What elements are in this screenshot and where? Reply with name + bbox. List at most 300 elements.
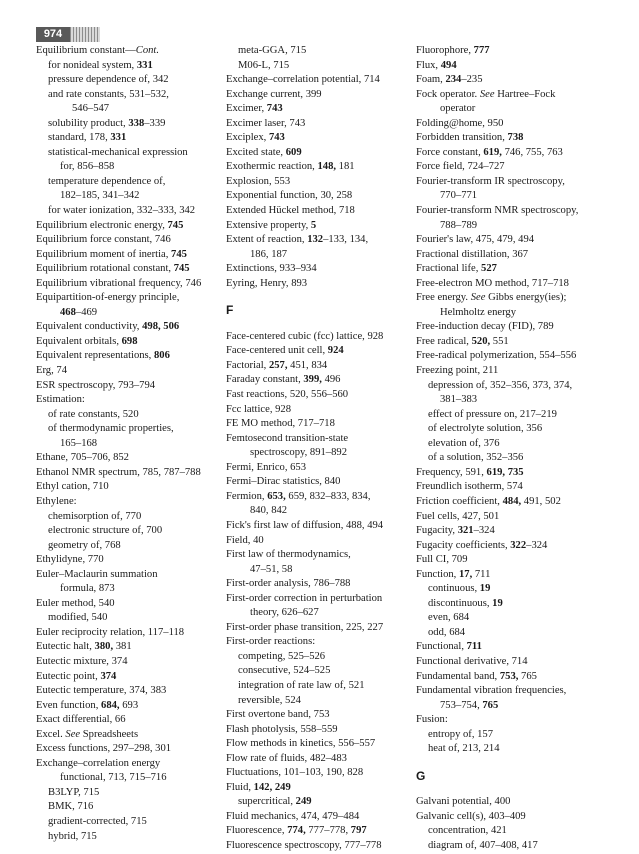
index-entry <box>36 320 236 335</box>
index-entry <box>416 44 626 59</box>
index-entry <box>416 437 626 452</box>
index-entry <box>226 262 416 277</box>
index-entry <box>36 655 236 670</box>
index-entry <box>416 626 626 641</box>
index-entry <box>36 728 236 743</box>
index-entry <box>226 248 416 263</box>
index-entry <box>36 335 236 350</box>
bold-page-ref: 711 <box>466 641 482 653</box>
entry-text: Frequency, 591, <box>416 466 487 478</box>
entry-text: Free-electron MO method, 717–718 <box>416 277 569 289</box>
bold-page-ref: 468 <box>60 306 76 318</box>
entry-text: Function, <box>416 568 459 580</box>
bold-page-ref: 19 <box>479 583 491 595</box>
index-entry <box>226 621 416 636</box>
entry-text: hybrid, 715 <box>48 830 97 842</box>
entry-text: Face-centered cubic (fcc) lattice, 928 <box>226 330 384 342</box>
index-entry <box>226 44 416 59</box>
index-entry <box>416 539 626 554</box>
entry-text: elevation of, 376 <box>428 437 500 449</box>
index-entry <box>226 504 416 519</box>
index-entry <box>36 800 236 815</box>
index-entry <box>226 519 416 534</box>
entry-text: reversible, 524 <box>238 694 301 706</box>
entry-text: Fluorescence, <box>226 825 288 837</box>
index-entry <box>226 635 416 650</box>
index-entry <box>416 364 626 379</box>
entry-text: 711 <box>472 568 491 580</box>
entry-text: Exact differential, 66 <box>36 714 126 726</box>
index-entry <box>36 699 236 714</box>
bold-page-ref: 738 <box>507 132 524 144</box>
index-entry <box>416 582 626 597</box>
index-entry <box>226 160 416 175</box>
entry-text: Exchange–correlation energy <box>36 757 161 769</box>
index-entry <box>226 403 416 418</box>
entry-text: Excimer laser, 743 <box>226 117 306 129</box>
bold-page-ref: 498, 506 <box>142 321 180 333</box>
entry-text: Fluorophore, <box>416 45 474 56</box>
index-entry <box>416 349 626 364</box>
entry-text: First-order reactions: <box>226 636 316 648</box>
entry-text: Galvanic cell(s), 403–409 <box>416 810 526 822</box>
bold-page-ref: 321 <box>457 525 474 537</box>
bold-page-ref: 399, <box>303 374 322 386</box>
index-entry <box>226 475 416 490</box>
entry-text: Free energy. <box>416 292 471 304</box>
entry-text: 693 <box>119 699 139 711</box>
index-entry <box>416 510 626 525</box>
entry-text: Ethylidyne, 770 <box>36 554 104 566</box>
index-entry <box>416 219 626 234</box>
entry-text: Flow rate of fluids, 482–483 <box>226 752 347 764</box>
entry-text: Euler reciprocity relation, 117–118 <box>36 626 185 638</box>
index-entry <box>226 766 416 781</box>
entry-text: Equilibrium moment of inertia, <box>36 248 172 260</box>
index-entry <box>416 824 626 839</box>
bold-page-ref: 753, <box>499 670 519 682</box>
entry-text: Fugacity coefficients, <box>416 539 511 551</box>
bold-page-ref: 380, <box>94 641 114 653</box>
entry-text: Fuel cells, 427, 501 <box>416 510 500 522</box>
index-entry <box>416 175 626 190</box>
entry-text: Eutectic temperature, 374, 383 <box>36 685 167 697</box>
index-entry <box>36 568 236 583</box>
entry-text: for water ionization, 332–333, 342 <box>48 205 196 217</box>
index-entry <box>226 233 416 248</box>
bold-page-ref: 619, <box>483 146 502 158</box>
index-entry <box>226 781 416 796</box>
entry-text: Factorial, <box>226 359 269 371</box>
entry-text: meta-GGA, 715 <box>238 45 307 56</box>
index-entry <box>36 277 236 292</box>
entry-text: 551 <box>490 335 509 347</box>
index-entry <box>36 262 236 277</box>
entry-text: Flux, <box>416 59 441 71</box>
entry-text: 546–547 <box>72 103 110 115</box>
bold-page-ref: 745 <box>171 248 187 260</box>
entry-text: of a solution, 352–356 <box>428 452 524 464</box>
entry-text: –339 <box>144 117 166 129</box>
entry-text: Even function, <box>36 699 102 711</box>
entry-text: Equilibrium force constant, 746 <box>36 234 171 246</box>
entry-text: Excess functions, 297–298, 301 <box>36 743 172 755</box>
entry-text: 788–789 <box>440 219 478 231</box>
entry-text: Equilibrium rotational constant, <box>36 263 174 275</box>
bold-page-ref: 924 <box>327 345 344 357</box>
index-entry <box>36 640 236 655</box>
entry-text: 746, 755, 763 <box>501 146 563 158</box>
bold-page-ref: 743 <box>266 103 283 115</box>
entry-text: Estimation: <box>36 394 85 406</box>
entry-text: Ethanol NMR spectrum, 785, 787–788 <box>36 466 201 478</box>
entry-text: Galvani potential, 400 <box>416 796 511 808</box>
entry-text: 381–383 <box>440 394 478 406</box>
entry-text: Fourier's law, 475, 479, 494 <box>416 234 535 246</box>
index-entry <box>416 699 626 714</box>
entry-text: Fick's first law of diffusion, 488, 494 <box>226 519 384 531</box>
entry-text: Free-induction decay (FID), 789 <box>416 321 554 333</box>
index-entry <box>226 204 416 219</box>
entry-text: 381 <box>113 641 132 653</box>
entry-text: Exponential function, 30, 258 <box>226 190 353 202</box>
bold-page-ref: 338 <box>128 117 145 129</box>
entry-text: integration of rate law of, 521 <box>238 679 365 691</box>
entry-text: odd, 684 <box>428 626 466 638</box>
entry-text: Exothermic reaction, <box>226 161 318 173</box>
index-entry <box>36 204 236 219</box>
entry-text: Excited state, <box>226 146 286 158</box>
entry-text: and rate constants, 531–532, <box>48 88 169 100</box>
bold-page-ref: 331 <box>136 59 153 71</box>
bold-page-ref: 5 <box>310 219 317 231</box>
section-spacer <box>416 757 626 769</box>
index-entry <box>416 59 626 74</box>
entry-text: Femtosecond transition-state <box>226 432 349 444</box>
entry-text: 181 <box>336 161 355 173</box>
entry-text: Fluorescence spectroscopy, 777–778 <box>226 839 382 851</box>
entry-text: entropy of, 157 <box>428 728 494 740</box>
index-entry <box>416 713 626 728</box>
entry-text: Exchange current, 399 <box>226 88 322 100</box>
index-entry <box>226 606 416 621</box>
entry-text: 777–778, <box>305 825 351 837</box>
bold-page-ref: 520, <box>471 335 491 347</box>
index-entry <box>226 592 416 607</box>
index-entry <box>416 611 626 626</box>
entry-text: Faraday constant, <box>226 374 304 386</box>
entry-text: of electrolyte solution, 356 <box>428 423 543 435</box>
entry-text: 182–185, 341–342 <box>60 190 140 202</box>
entry-text: modified, 540 <box>48 612 108 624</box>
index-entry <box>416 160 626 175</box>
entry-text: even, 684 <box>428 612 470 624</box>
index-entry <box>416 728 626 743</box>
index-entry <box>416 88 626 103</box>
bold-page-ref: 653, <box>267 490 286 502</box>
entry-text: Equivalent conductivity, <box>36 321 143 333</box>
entry-text: Extended Hückel method, 718 <box>226 205 355 217</box>
entry-text: Folding@home, 950 <box>416 117 504 129</box>
index-entry <box>416 684 626 699</box>
index-entry <box>36 248 236 263</box>
entry-text: Functional, <box>416 641 467 653</box>
entry-text: consecutive, 524–525 <box>238 665 331 677</box>
index-entry <box>226 277 416 292</box>
entry-text: Fcc lattice, 928 <box>226 403 292 415</box>
entry-text: Freundlich isotherm, 574 <box>416 481 523 493</box>
index-entry <box>226 88 416 103</box>
entry-text: Spreadsheets <box>80 728 139 740</box>
entry-text: Flash photolysis, 558–559 <box>226 723 338 735</box>
index-entry <box>226 723 416 738</box>
index-entry <box>36 670 236 685</box>
bold-page-ref: 765 <box>482 699 499 711</box>
entry-text: 47–51, 58 <box>250 563 293 575</box>
entry-text: Ethyl cation, 710 <box>36 481 109 493</box>
index-entry <box>36 306 236 321</box>
index-entry <box>416 379 626 394</box>
index-entry <box>226 417 416 432</box>
index-entry <box>36 364 236 379</box>
index-entry <box>226 432 416 447</box>
entry-text: Friction coefficient, <box>416 495 503 507</box>
index-entry <box>416 810 626 825</box>
entry-text: Equilibrium vibrational frequency, 746 <box>36 277 202 289</box>
entry-text: temperature dependence of, <box>48 175 166 187</box>
index-entry <box>416 131 626 146</box>
entry-text: 659, 832–833, 834, <box>285 490 371 502</box>
entry-text: 765 <box>518 670 537 682</box>
entry-text: for nonideal system, <box>48 59 137 71</box>
entry-text: First overtone band, 753 <box>226 709 330 721</box>
entry-text: Fourier-transform IR spectroscopy, <box>416 175 565 187</box>
entry-text: Helmholtz energy <box>440 306 516 318</box>
index-entry <box>416 839 626 854</box>
entry-text: Field, 40 <box>226 534 264 546</box>
entry-text: spectroscopy, 891–892 <box>250 447 347 459</box>
index-entry <box>416 146 626 161</box>
index-entry <box>226 175 416 190</box>
index-column-2 <box>226 44 416 854</box>
index-entry <box>36 59 236 74</box>
entry-text: B3LYP, 715 <box>48 786 100 798</box>
bold-page-ref: 234 <box>445 74 462 86</box>
index-entry <box>416 189 626 204</box>
entry-text: Fast reactions, 520, 556–560 <box>226 389 349 401</box>
entry-text: Equipartition-of-energy principle, <box>36 292 180 304</box>
entry-text: competing, 525–526 <box>238 650 326 662</box>
index-entry <box>416 262 626 277</box>
index-entry <box>36 553 236 568</box>
entry-text: Equilibrium constant— <box>36 45 136 56</box>
index-entry <box>226 810 416 825</box>
page-header <box>36 27 100 42</box>
bold-page-ref: 331 <box>110 132 127 144</box>
index-entry <box>416 73 626 88</box>
entry-text: supercritical, <box>238 796 296 808</box>
index-entry <box>226 708 416 723</box>
index-entry <box>36 524 236 539</box>
bold-page-ref: 684, <box>101 699 120 711</box>
index-entry <box>226 824 416 839</box>
index-entry <box>36 539 236 554</box>
index-entry <box>36 771 236 786</box>
index-entry <box>226 490 416 505</box>
index-entry <box>416 655 626 670</box>
index-entry <box>36 451 236 466</box>
entry-text: formula, 873 <box>60 583 115 595</box>
bold-page-ref: 698 <box>121 335 138 347</box>
entry-text: Extensive property, <box>226 219 311 231</box>
index-entry <box>36 786 236 801</box>
entry-text: of rate constants, 520 <box>48 408 139 420</box>
section-spacer <box>226 291 416 303</box>
index-entry <box>36 495 236 510</box>
index-entry <box>36 175 236 190</box>
entry-text: Fundamental band, <box>416 670 500 682</box>
entry-text: diagram of, 407–408, 417 <box>428 839 538 851</box>
index-entry <box>36 73 236 88</box>
index-entry <box>416 233 626 248</box>
entry-text: Eutectic halt, <box>36 641 95 653</box>
index-entry <box>416 248 626 263</box>
entry-text: First-order correction in perturbation <box>226 592 383 604</box>
entry-text: Fourier-transform NMR spectroscopy, <box>416 205 579 217</box>
index-entry <box>36 510 236 525</box>
bold-page-ref: 17, <box>458 568 473 580</box>
bold-page-ref: 148, <box>317 161 337 173</box>
entry-text: Free-radical polymerization, 554–556 <box>416 350 577 362</box>
entry-text: Extent of reaction, <box>226 234 308 246</box>
entry-text: Eutectic point, <box>36 670 101 682</box>
index-column-3 <box>416 44 626 854</box>
bold-page-ref: 132 <box>307 234 324 246</box>
bold-page-ref: 374 <box>100 670 117 682</box>
entry-text: Exchange–correlation potential, 714 <box>226 74 380 86</box>
entry-text: Forbidden transition, <box>416 132 508 144</box>
entry-text: chemisorption of, 770 <box>48 510 142 522</box>
index-entry <box>226 446 416 461</box>
index-entry <box>226 373 416 388</box>
entry-text: standard, 178, <box>48 132 111 144</box>
index-entry <box>416 480 626 495</box>
index-column-1 <box>36 44 236 844</box>
bold-page-ref: 494 <box>440 59 457 71</box>
italic-text: See <box>470 292 486 304</box>
entry-text: Fugacity, <box>416 525 458 537</box>
index-entry <box>416 670 626 685</box>
bold-page-ref: 745 <box>173 263 190 275</box>
index-entry <box>226 839 416 854</box>
index-entry <box>36 437 236 452</box>
bold-page-ref: 257, <box>268 359 288 371</box>
entry-text: theory, 626–627 <box>250 607 319 619</box>
index-entry <box>416 597 626 612</box>
index-entry <box>226 577 416 592</box>
entry-text: M06-L, 715 <box>238 59 290 71</box>
index-entry <box>36 44 236 59</box>
entry-text: Fluid, <box>226 781 254 793</box>
index-entry <box>226 650 416 665</box>
index-entry <box>226 330 416 345</box>
entry-text: Fractional distillation, 367 <box>416 248 529 260</box>
entry-text: Ethane, 705–706, 852 <box>36 452 129 464</box>
entry-text: Fock operator. <box>416 88 480 100</box>
index-entry <box>226 548 416 563</box>
index-entry <box>226 664 416 679</box>
entry-text: geometry of, 768 <box>48 539 121 551</box>
entry-text: First-order analysis, 786–788 <box>226 578 351 590</box>
index-entry <box>226 679 416 694</box>
entry-text: Force field, 724–727 <box>416 161 505 173</box>
index-entry <box>226 534 416 549</box>
index-entry <box>226 131 416 146</box>
entry-text: Fermion, <box>226 490 268 502</box>
entry-text: Foam, <box>416 74 446 86</box>
index-entry <box>36 88 236 103</box>
entry-text: Excel. <box>36 728 66 740</box>
index-entry <box>416 742 626 757</box>
entry-text: Face-centered unit cell, <box>226 345 328 357</box>
index-entry <box>416 291 626 306</box>
entry-text: Hartree–Fock <box>494 88 556 100</box>
index-entry <box>36 626 236 641</box>
index-entry <box>416 408 626 423</box>
index-entry <box>36 480 236 495</box>
index-entry <box>36 611 236 626</box>
section-letter: G <box>416 768 426 783</box>
index-entry <box>36 102 236 117</box>
page-header-bar <box>70 27 100 42</box>
index-entry <box>36 219 236 234</box>
index-entry <box>226 73 416 88</box>
entry-text: continuous, <box>428 583 480 595</box>
index-entry <box>36 349 236 364</box>
entry-text: Explosion, 553 <box>226 175 291 187</box>
entry-text: electronic structure of, 700 <box>48 525 163 537</box>
bold-page-ref: 797 <box>350 825 367 837</box>
entry-text: ESR spectroscopy, 793–794 <box>36 379 156 391</box>
index-entry <box>36 582 236 597</box>
index-entry <box>416 466 626 481</box>
entry-text: Fermi, Enrico, 653 <box>226 461 307 473</box>
entry-text: 496 <box>321 374 341 386</box>
entry-text: FE MO method, 717–718 <box>226 418 335 430</box>
entry-text: Fluid mechanics, 474, 479–484 <box>226 810 360 822</box>
entry-text: 491, 502 <box>521 495 561 507</box>
entry-text: Eutectic mixture, 374 <box>36 655 128 667</box>
index-entry <box>226 344 416 359</box>
entry-text: heat of, 213, 214 <box>428 743 500 755</box>
entry-text: First-order phase transition, 225, 227 <box>226 621 384 633</box>
bold-page-ref: 619, 735 <box>486 466 524 478</box>
bold-page-ref: 774, <box>287 825 306 837</box>
entry-text: Excimer, <box>226 103 267 115</box>
index-entry <box>226 102 416 117</box>
entry-text: –469 <box>75 306 98 318</box>
index-entry <box>36 757 236 772</box>
index-entry <box>36 742 236 757</box>
index-entry <box>36 131 236 146</box>
entry-text: gradient-corrected, 715 <box>48 815 147 827</box>
index-entry <box>36 713 236 728</box>
index-entry <box>36 379 236 394</box>
index-entry <box>36 117 236 132</box>
index-entry <box>36 830 236 845</box>
index-entry <box>226 59 416 74</box>
index-entry <box>36 233 236 248</box>
